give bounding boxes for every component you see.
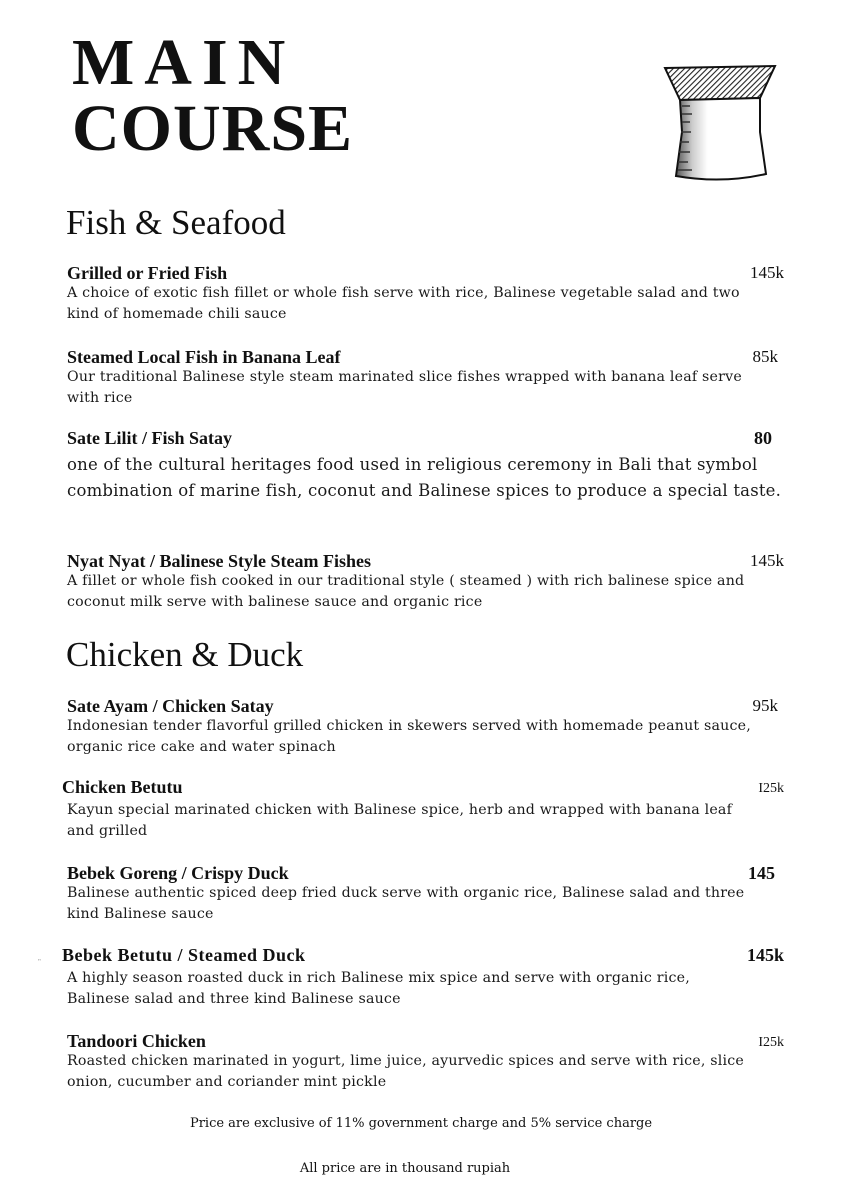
- item-price: 145k: [746, 945, 784, 965]
- item-description: Roasted chicken marinated in yogurt, lime juice, ayurvedic spices and serve with rice, slice onion, cucumber and coriander mint pickle: [67, 1053, 744, 1090]
- item-name: Steamed Local Fish in Banana Leaf: [67, 347, 341, 367]
- menu-item: [67, 263, 787, 325]
- item-price: 95k: [752, 696, 778, 715]
- item-description: one of the cultural heritages food used in religious ceremony in Bali that symbol combination of marine fish, coconut and Balinese spices to produce a special taste.: [67, 455, 782, 500]
- item-description: A choice of exotic fish fillet or whole fish serve with rice, Balinese vegetable salad and two kind of homemade chili sauce: [67, 285, 740, 322]
- item-name: Nyat Nyat / Balinese Style Steam Fishes: [67, 551, 371, 571]
- menu-item: [67, 428, 787, 504]
- title-line-2: COURSE: [72, 92, 354, 165]
- item-name: Bebek Goreng / Crispy Duck: [67, 863, 289, 883]
- page-title: [72, 26, 354, 165]
- title-line-1: MAIN: [72, 26, 296, 99]
- item-price: 145k: [750, 263, 784, 282]
- item-name: Tandoori Chicken: [67, 1031, 206, 1051]
- charges-note: Price are exclusive of 11% government charge and 5% service charge: [189, 1116, 653, 1131]
- item-price: 85k: [752, 347, 778, 366]
- item-description: A highly season roasted duck in rich Balinese mix spice and serve with organic rice, Balinese salad and three kind Balinese sauce: [67, 970, 690, 1007]
- item-name: Sate Lilit / Fish Satay: [67, 428, 233, 448]
- menu-item: [67, 1031, 787, 1093]
- item-price: I25k: [758, 781, 784, 796]
- menu-item: [67, 347, 787, 409]
- item-name: Sate Ayam / Chicken Satay: [67, 696, 274, 716]
- menu-item: [62, 777, 787, 842]
- stray-mark: ": [38, 958, 41, 966]
- item-description: Kayun special marinated chicken with Balinese spice, herb and wrapped with banana leaf and grilled: [67, 802, 733, 839]
- item-price: 145k: [750, 551, 784, 570]
- item-description: Balinese authentic spiced deep fried duck serve with organic rice, Balinese salad and three kind Balinese sauce: [67, 885, 745, 922]
- item-price: 145: [748, 863, 775, 883]
- item-description: Indonesian tender flavorful grilled chicken in skewers served with homemade peanut sauce, organic rice cake and water spinach: [67, 718, 751, 755]
- item-description: A fillet or whole fish cooked in our traditional style ( steamed ) with rich balinese spice and coconut milk serve with balinese sauce and organic rice: [67, 573, 745, 610]
- menu-item: [62, 945, 787, 1010]
- section-heading-chicken-duck: Chicken & Duck: [66, 635, 304, 674]
- item-price: 80: [754, 428, 772, 448]
- item-name: Chicken Betutu: [62, 777, 183, 797]
- menu-item: [67, 863, 787, 925]
- item-description: Our traditional Balinese style steam marinated slice fishes wrapped with banana leaf serve with rice: [67, 369, 742, 406]
- basket-icon: [662, 62, 778, 184]
- item-price: I25k: [758, 1035, 784, 1050]
- section-heading-fish-seafood: Fish & Seafood: [66, 203, 286, 242]
- item-name: Grilled or Fried Fish: [67, 263, 228, 283]
- menu-item: [67, 696, 787, 758]
- currency-note: All price are in thousand rupiah: [299, 1161, 511, 1176]
- item-name: Bebek Betutu / Steamed Duck: [62, 945, 306, 965]
- menu-item: [67, 551, 787, 613]
